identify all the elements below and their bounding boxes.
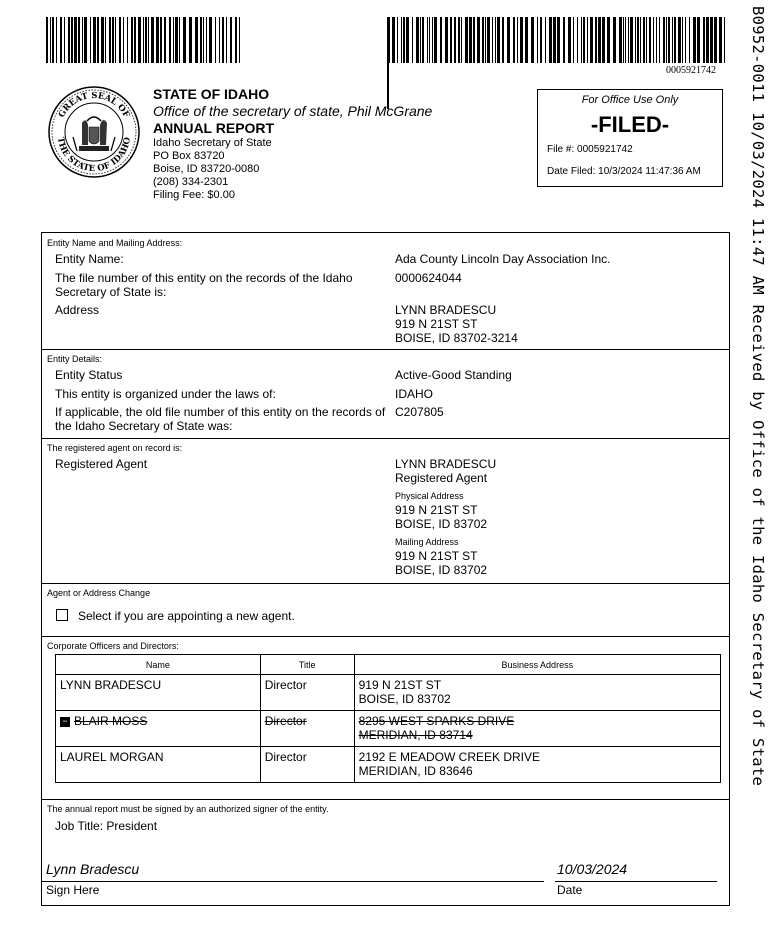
officer-title: Director xyxy=(260,675,354,711)
barcode-right xyxy=(387,17,727,63)
address-value: LYNN BRADESCU 919 N 21ST ST BOISE, ID 83702-3214 xyxy=(395,303,518,345)
report-title: ANNUAL REPORT xyxy=(153,120,275,136)
officer-name: − BLAIR MOSS xyxy=(56,711,261,747)
barcode-left xyxy=(46,17,243,63)
col-header-title: Title xyxy=(260,655,354,675)
officer-name: LYNN BRADESCU xyxy=(56,675,261,711)
state-title: STATE OF IDAHO xyxy=(153,86,270,102)
barcode-number: 0005921742 xyxy=(666,65,716,76)
signature-note: The annual report must be signed by an authorized signer of the entity. xyxy=(47,804,329,814)
header-line: (208) 334-2301 xyxy=(153,176,229,188)
new-agent-checkbox-label: Select if you are appointing a new agent. xyxy=(78,609,295,623)
officer-address: 2192 E MEADOW CREEK DRIVE MERIDIAN, ID 83646 xyxy=(354,747,720,783)
file-number: File #: 0005921742 xyxy=(547,144,633,155)
date-label: Date xyxy=(557,883,583,897)
report-header xyxy=(153,86,432,202)
remove-icon[interactable]: − xyxy=(60,717,70,727)
sign-here-label: Sign Here xyxy=(46,883,100,897)
status-label: Entity Status xyxy=(55,368,123,382)
office-use-box xyxy=(537,89,723,187)
table-row-removed xyxy=(56,711,721,747)
laws-value: IDAHO xyxy=(395,387,434,401)
section-change: Agent or Address Change xyxy=(47,588,151,598)
officer-title: Director xyxy=(260,747,354,783)
svg-text:THE STATE OF IDAHO: THE STATE OF IDAHO xyxy=(54,136,134,175)
col-header-address: Business Address xyxy=(354,655,720,675)
old-file-label: If applicable, the old file number of this entity on the records of the Idaho Secretary of State was: xyxy=(55,405,386,433)
job-title: Job Title: President xyxy=(55,819,158,833)
header-line: Idaho Secretary of State xyxy=(153,137,272,149)
physical-address: 919 N 21ST ST BOISE, ID 83702 xyxy=(395,503,488,531)
date-filed: Date Filed: 10/3/2024 11:47:36 AM xyxy=(547,166,701,177)
header-line: Filing Fee: $0.00 xyxy=(153,189,235,201)
officer-address: 8295 WEST SPARKS DRIVE MERIDIAN, ID 83714 xyxy=(354,711,720,747)
section-details: Entity Details: xyxy=(47,354,103,364)
agent-role: Registered Agent xyxy=(395,471,488,485)
header-line: Boise, ID 83720-0080 xyxy=(153,163,260,175)
mailing-address: 919 N 21ST ST BOISE, ID 83702 xyxy=(395,549,488,577)
officers-table xyxy=(55,654,721,783)
mailing-address-label: Mailing Address xyxy=(395,537,459,547)
status-value: Active-Good Standing xyxy=(395,368,512,382)
signature-date: 10/03/2024 xyxy=(557,861,628,877)
agent-label: Registered Agent xyxy=(55,457,148,471)
svg-text:GREAT SEAL OF: GREAT SEAL OF xyxy=(56,90,132,120)
physical-address-label: Physical Address xyxy=(395,491,464,501)
state-seal-icon xyxy=(47,85,141,179)
office-use-title: For Office Use Only xyxy=(581,94,679,106)
file-number-value: 0000624044 xyxy=(395,271,462,285)
laws-label: This entity is organized under the laws of: xyxy=(55,387,276,401)
col-header-name: Name xyxy=(56,655,261,675)
new-agent-checkbox[interactable] xyxy=(56,609,68,621)
entity-name-value: Ada County Lincoln Day Association Inc. xyxy=(395,252,611,266)
table-row xyxy=(56,675,721,711)
table-row xyxy=(56,747,721,783)
officer-title: Director xyxy=(260,711,354,747)
address-label: Address xyxy=(55,303,100,317)
annual-report-form xyxy=(41,232,730,906)
section-agent: The registered agent on record is: xyxy=(47,443,183,453)
filed-status: -FILED- xyxy=(590,112,670,137)
old-file-value: C207805 xyxy=(395,405,444,419)
section-entity: Entity Name and Mailing Address: xyxy=(47,238,183,248)
section-officers: Corporate Officers and Directors: xyxy=(47,641,179,651)
signer-signature: Lynn Bradescu xyxy=(46,861,140,877)
entity-name-label: Entity Name: xyxy=(55,252,124,266)
table-header-row xyxy=(56,655,721,675)
header-line: PO Box 83720 xyxy=(153,150,225,162)
file-number-label: The file number of this entity on the records of the Idaho Secretary of State is: xyxy=(55,271,353,299)
agent-name: LYNN BRADESCU xyxy=(395,457,497,471)
officer-name: LAUREL MORGAN xyxy=(56,747,261,783)
office-title: Office of the secretary of state, Phil McGrane xyxy=(153,103,433,119)
received-stamp: B0952-0011 10/03/2024 11:47 AM Received by Office of the Idaho Secretary of State xyxy=(749,6,767,787)
officer-address: 919 N 21ST ST BOISE, ID 83702 xyxy=(354,675,720,711)
